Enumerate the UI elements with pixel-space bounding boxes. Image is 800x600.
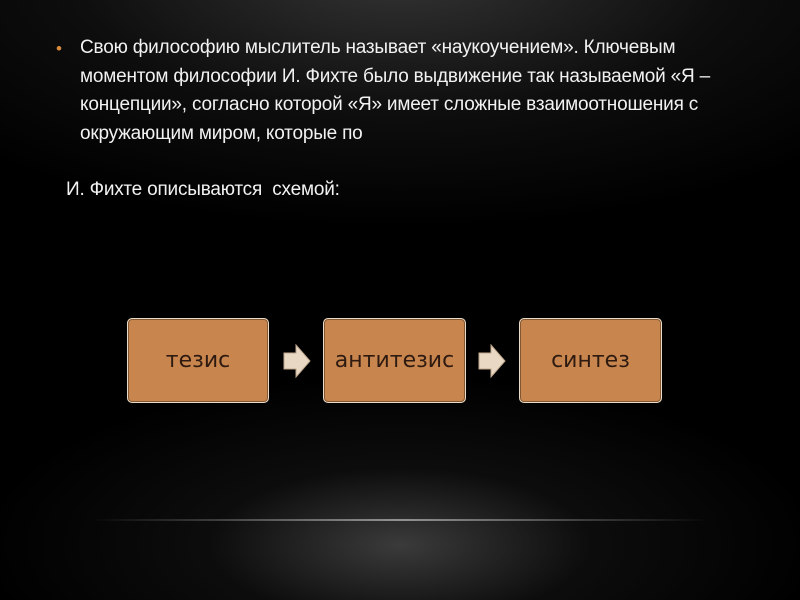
bullet-continuation: И. Фихте описываются схемой: bbox=[66, 179, 340, 200]
right-arrow-icon bbox=[282, 344, 312, 378]
scheme-step-synthesis: синтез bbox=[519, 318, 662, 403]
right-arrow-icon bbox=[477, 344, 507, 378]
floor-highlight-divider bbox=[90, 519, 710, 521]
scheme-step-antithesis: антитезис bbox=[323, 318, 466, 403]
bullet-text: Свою философию мыслитель называет «наукоучением». Ключевым моментом философии И. Фихте было выдвижение так называемой «Я – концепции», согласно которой «Я» имеет сложные взаимоотношения с окружающим миром, которые по bbox=[80, 37, 710, 144]
scheme-step-thesis: тезис bbox=[127, 318, 269, 403]
bullet-dot-icon: • bbox=[56, 39, 62, 58]
